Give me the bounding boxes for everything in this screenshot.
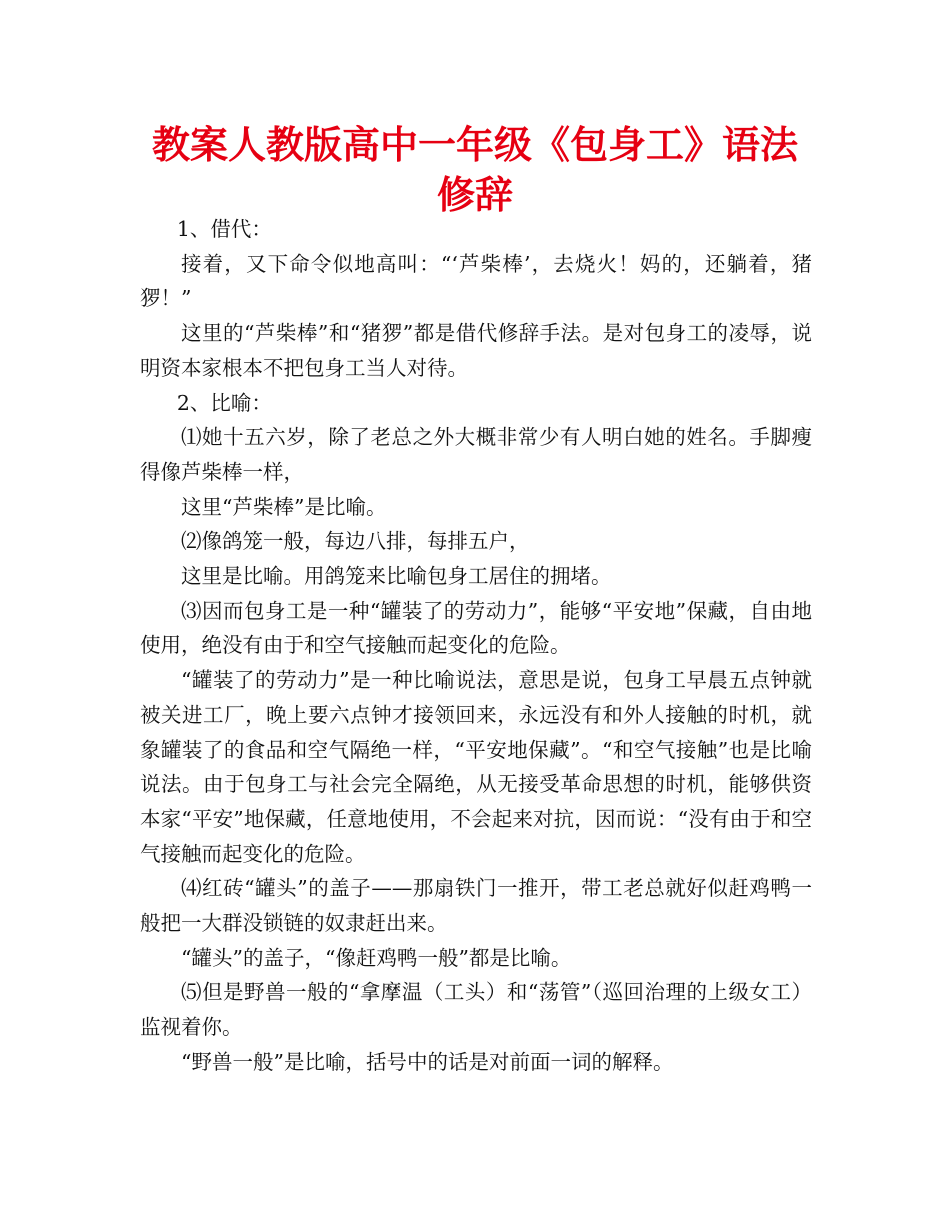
paragraph: ⑸但是野兽一般的“拿摩温（工头）和“荡管”（巡回治理的上级女工）监视着你。 [140,980,812,1040]
section-heading-metonymy: 1、借代： [176,217,272,241]
paragraph: 这里是比喻。用鸽笼来比喻包身工居住的拥堵。 [181,564,612,589]
paragraph: 这里的“芦柴棒”和“猪猡”都是借代修辞手法。是对包身工的凌辱，说明资本家根本不把包身工当人对待。 [140,321,812,380]
paragraph: 这里“芦柴棒”是比喻。 [181,494,387,519]
paragraph: ⑶因而包身工是一种“罐装了的劳动力”，能够“平安地”保藏，自由地使用，绝没有由于和空气接触而起变化的危险。 [140,598,812,658]
paragraph: ⑴她十五六岁，除了老总之外大概非常少有人明白她的姓名。手脚瘦得像芦柴棒一样， [140,425,812,484]
paragraph: 接着，又下命令似地高叫：“‘芦柴棒’，去烧火！妈的，还躺着，猪猡！” [140,251,812,311]
paragraph: “罐装了的劳动力”是一种比喻说法，意思是说，包身工早晨五点钟就被关进工厂，晚上要六点钟才接领回来，永远没有和外人接触的时机，就象罐装了的食品和空气隔绝一样，“平安地保藏”。“和空气接触”也是比喻说法。由于包身工与社会完全隔绝，从无接受革命思想的时机，能够供资本家“平安”地保藏，任意地使用，不会起来对抗，因而说：“没有由于和空气接触而起变化的危险。 [140,668,812,866]
paragraph: ⑵像鸽笼一般，每边八排，每排五户， [181,529,530,554]
paragraph: “野兽一般”是比喻，括号中的话是对前面一词的解释。 [181,1049,674,1074]
paragraph: “罐头”的盖子，“像赶鸡鸭一般”都是比喻。 [181,945,572,970]
paragraph: ⑷红砖“罐头”的盖子——那扇铁门一推开，带工老总就好似赶鸡鸭一般把一大群没锁链的奴隶赶出来。 [140,876,812,936]
section-heading-metaphor: 2、比喻： [176,390,272,415]
document-body [140,212,812,1080]
document-title: 教案人教版高中一年级《包身工》语法修辞 [151,123,798,217]
